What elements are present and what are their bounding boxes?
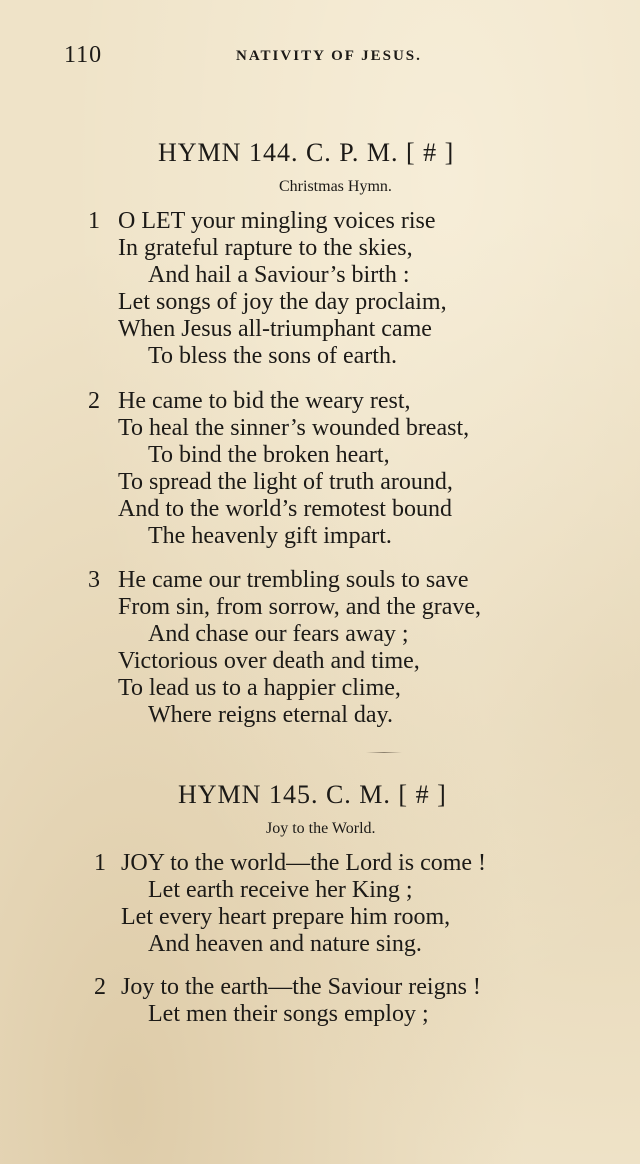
verse-line bbox=[88, 415, 608, 442]
verse-text: JOY to the world—the Lord is come ! bbox=[121, 850, 487, 876]
verse-line bbox=[88, 594, 608, 621]
verse-line bbox=[88, 442, 608, 469]
verse-text: And to the world’s remotest bound bbox=[118, 496, 452, 522]
verse-line bbox=[88, 648, 608, 675]
verse-line bbox=[88, 702, 608, 729]
verse-text: Where reigns eternal day. bbox=[148, 702, 393, 728]
verse-text: Let men their songs employ ; bbox=[148, 1001, 429, 1027]
verse-text: Victorious over death and time, bbox=[118, 648, 420, 674]
verse-text: When Jesus all-triumphant came bbox=[118, 316, 432, 342]
verse-text: To bind the broken heart, bbox=[148, 442, 390, 468]
verse-line bbox=[88, 262, 608, 289]
verse-line bbox=[88, 496, 608, 523]
verse-text: To spread the light of truth around, bbox=[118, 469, 453, 495]
verse-line bbox=[88, 567, 608, 594]
stanza-number: 1 bbox=[88, 208, 100, 234]
verse-text: And heaven and nature sing. bbox=[148, 931, 422, 957]
hymn-145-heading: HYMN 145. C. M. [ # ] bbox=[178, 780, 447, 809]
verse-line bbox=[88, 621, 608, 648]
verse-line bbox=[88, 316, 608, 343]
verse-text: The heavenly gift impart. bbox=[148, 523, 392, 549]
verse-line bbox=[88, 850, 608, 877]
verse-line bbox=[88, 235, 608, 262]
hymn-144-heading: HYMN 144. C. P. M. [ # ] bbox=[158, 138, 455, 167]
verse-line bbox=[88, 974, 608, 1001]
running-title: NATIVITY OF JESUS. bbox=[236, 48, 422, 64]
hymn-144-stanza-3 bbox=[88, 567, 608, 729]
verse-line bbox=[88, 208, 608, 235]
verse-text: Joy to the earth—the Saviour reigns ! bbox=[121, 974, 481, 1000]
stanza-number: 3 bbox=[88, 567, 100, 593]
hymn-145-subtitle: Joy to the World. bbox=[266, 820, 376, 837]
stanza-number: 2 bbox=[88, 388, 100, 414]
verse-line bbox=[88, 289, 608, 316]
verse-text: Let songs of joy the day proclaim, bbox=[118, 289, 447, 315]
verse-line bbox=[88, 343, 608, 370]
verse-line bbox=[88, 931, 608, 958]
stanza-number: 1 bbox=[94, 850, 106, 876]
hymn-144-subtitle: Christmas Hymn. bbox=[279, 178, 392, 195]
verse-text: And chase our fears away ; bbox=[148, 621, 409, 647]
hymn-144-stanza-1 bbox=[88, 208, 608, 370]
verse-text: Let every heart prepare him room, bbox=[121, 904, 451, 930]
verse-text: He came to bid the weary rest, bbox=[118, 388, 411, 414]
verse-text: O LET your mingling voices rise bbox=[118, 208, 436, 234]
verse-line bbox=[88, 1001, 608, 1028]
ornamental-divider bbox=[366, 752, 402, 753]
stanza-number: 2 bbox=[94, 974, 106, 1000]
verse-line bbox=[88, 904, 608, 931]
verse-text: And hail a Saviour’s birth : bbox=[148, 262, 410, 288]
hymn-144-stanza-2 bbox=[88, 388, 608, 550]
verse-text: Let earth receive her King ; bbox=[148, 877, 413, 903]
verse-line bbox=[88, 388, 608, 415]
verse-line bbox=[88, 469, 608, 496]
verse-text: In grateful rapture to the skies, bbox=[118, 235, 413, 261]
hymn-145-stanza-1 bbox=[88, 850, 608, 958]
verse-text: To bless the sons of earth. bbox=[148, 343, 397, 369]
verse-text: To heal the sinner’s wounded breast, bbox=[118, 415, 470, 441]
running-head bbox=[64, 42, 544, 72]
verse-line bbox=[88, 877, 608, 904]
hymn-145-stanza-2 bbox=[88, 974, 608, 1028]
verse-text: To lead us to a happier clime, bbox=[118, 675, 401, 701]
page-number: 110 bbox=[64, 42, 103, 68]
verse-text: He came our trembling souls to save bbox=[118, 567, 469, 593]
verse-line bbox=[88, 675, 608, 702]
verse-line bbox=[88, 523, 608, 550]
verse-text: From sin, from sorrow, and the grave, bbox=[118, 594, 482, 620]
